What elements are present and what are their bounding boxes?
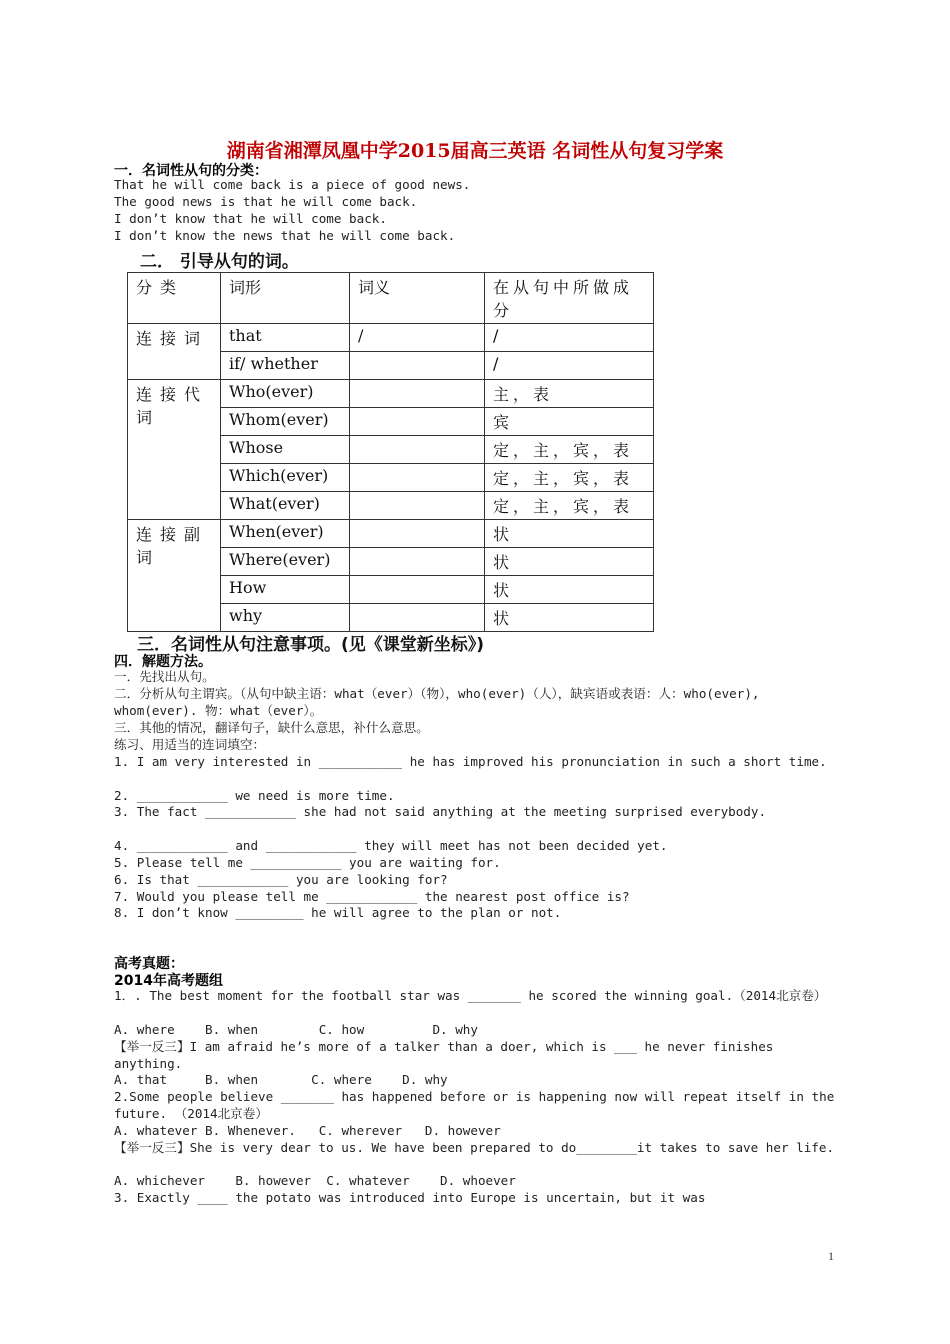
- table-header: 在从句中所做成分: [485, 273, 654, 324]
- exam-options: A. whatever B. Whenever. C. wherever D. however: [114, 1123, 501, 1138]
- table-cell-form: that: [221, 324, 350, 352]
- table-cell-meaning: [350, 436, 485, 464]
- table-cell-meaning: [350, 408, 485, 436]
- practice-item: 4. ____________ and ____________ they will meet has not been decided yet.: [114, 838, 668, 853]
- table-cell-meaning: /: [350, 324, 485, 352]
- table-cell-form: How: [221, 576, 350, 604]
- practice-item: 2. ____________ we need is more time.: [114, 788, 395, 803]
- exam-options: A. where B. when C. how D. why: [114, 1022, 478, 1037]
- table-cell-role: 定，主，宾，表: [485, 464, 654, 492]
- table-row: [128, 380, 654, 408]
- table-cell-meaning: [350, 352, 485, 380]
- exam-item: 3. Exactly ____ the potato was introduced into Europe is uncertain, but it was: [114, 1190, 706, 1205]
- table-cell-meaning: [350, 464, 485, 492]
- exam-item: 【举一反三】I am afraid he’s more of a talker than a doer, which is ___ he never finishes anything.: [114, 1039, 774, 1071]
- table-cell-role: 状: [485, 604, 654, 632]
- table-cell-form: Whose: [221, 436, 350, 464]
- exam-item: 1．. The best moment for the football star was _______ he scored the winning goal.（2014北京卷）: [114, 988, 827, 1003]
- section-1-line: That he will come back is a piece of good news.: [114, 177, 471, 192]
- table-cell-form: why: [221, 604, 350, 632]
- practice-item: 1. I am very interested in ___________ he has improved his pronunciation in such a short time.: [114, 754, 827, 769]
- practice-title: 练习、用适当的连词填空：: [114, 737, 266, 752]
- table-cell-form: When(ever): [221, 520, 350, 548]
- table-cell-role: 定，主，宾，表: [485, 492, 654, 520]
- section-3-heading: 三．名词性从句注意事项。(见《课堂新坐标》): [137, 635, 485, 655]
- table-header-row: [128, 273, 654, 324]
- table-cell-meaning: [350, 520, 485, 548]
- table-cell-role: 主，表: [485, 380, 654, 408]
- table-cell-role: 状: [485, 548, 654, 576]
- table-cell-category: 连接代词: [128, 380, 221, 520]
- page-number: 1: [828, 1249, 834, 1263]
- practice-item: 5. Please tell me ____________ you are waiting for.: [114, 855, 501, 870]
- table-cell-role: 定，主，宾，表: [485, 436, 654, 464]
- connectives-table: [127, 272, 654, 632]
- table-row: [128, 520, 654, 548]
- table-cell-meaning: [350, 604, 485, 632]
- table-cell-meaning: [350, 548, 485, 576]
- practice-item: 8. I don’t know _________ he will agree to the plan or not.: [114, 905, 562, 920]
- table-cell-form: Where(ever): [221, 548, 350, 576]
- table-header: 分类: [128, 273, 221, 324]
- table-header: 词形: [221, 273, 350, 324]
- exam-options: A. whichever B. however C. whatever D. whoever: [114, 1173, 516, 1188]
- exam-item: 【举一反三】She is very dear to us. We have been prepared to do________it takes to save her life.: [114, 1140, 835, 1155]
- section-1-line: I don’t know the news that he will come back.: [114, 228, 456, 243]
- method-step: 三．其他的情况，翻译句子，缺什么意思，补什么意思。: [114, 720, 429, 735]
- section-1-line: I don’t know that he will come back.: [114, 211, 387, 226]
- section-2-heading: 二． 引导从句的词。: [140, 252, 299, 272]
- table-cell-category: 连接副词: [128, 520, 221, 632]
- exam-group-title: 2014年高考题组: [114, 973, 223, 989]
- practice-item: 3. The fact ____________ she had not said anything at the meeting surprised everybody.: [114, 804, 767, 819]
- exam-options: A. that B. when C. where D. why: [114, 1072, 448, 1087]
- table-cell-meaning: [350, 576, 485, 604]
- section-1-line: The good news is that he will come back.: [114, 194, 418, 209]
- table-row: [128, 324, 654, 352]
- section-1-heading: 一．名词性从句的分类：: [114, 163, 268, 179]
- table-cell-form: Whom(ever): [221, 408, 350, 436]
- practice-item: 6. Is that ____________ you are looking for?: [114, 872, 448, 887]
- table-cell-form: if/ whether: [221, 352, 350, 380]
- table-cell-role: 状: [485, 576, 654, 604]
- table-cell-meaning: [350, 380, 485, 408]
- method-step: 一．先找出从句。: [114, 669, 215, 684]
- table-cell-role: 状: [485, 520, 654, 548]
- table-cell-meaning: [350, 492, 485, 520]
- document-title: 湖南省湘潭凤凰中学2015届高三英语 名词性从句复习学案: [226, 140, 724, 162]
- table-cell-category: 连接词: [128, 324, 221, 380]
- table-cell-form: Which(ever): [221, 464, 350, 492]
- section-4-heading: 四．解题方法。: [114, 654, 212, 670]
- table-cell-role: 宾: [485, 408, 654, 436]
- practice-item: 7. Would you please tell me ____________ the nearest post office is?: [114, 889, 630, 904]
- table-cell-form: Who(ever): [221, 380, 350, 408]
- method-step: 二．分析从句主谓宾。（从句中缺主语：what（ever）（物），who(ever)（人），缺宾语或表语：人：who(ever), whom(ever). 物：what（ever）。: [114, 686, 760, 718]
- table-header: 词义: [350, 273, 485, 324]
- exam-item: 2.Some people believe _______ has happened before or is happening now will repeat itself in the future. （2014北京卷）: [114, 1089, 835, 1121]
- table-cell-role: /: [485, 324, 654, 352]
- exam-heading: 高考真题：: [114, 956, 184, 972]
- table-cell-role: /: [485, 352, 654, 380]
- table-cell-form: What(ever): [221, 492, 350, 520]
